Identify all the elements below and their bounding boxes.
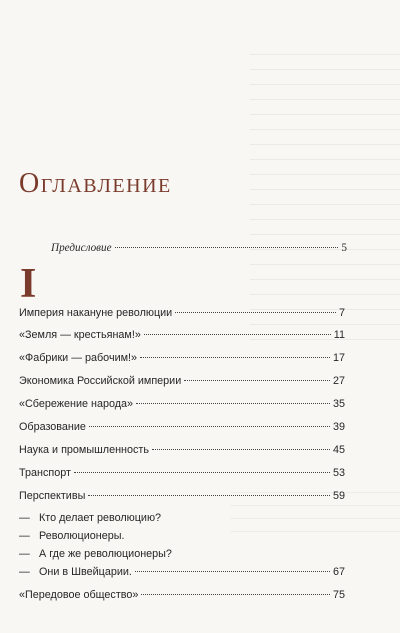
toc-entry-title: «Земля — крестьянам!»: [19, 329, 141, 341]
subentry-title: Кто делает революцию?: [39, 512, 162, 524]
toc-subentry[interactable]: [19, 548, 199, 561]
toc-entry[interactable]: [19, 467, 345, 480]
toc-subentry[interactable]: [19, 512, 199, 525]
toc-page-number: 75: [332, 589, 345, 601]
toc-entry-title: «Передовое общество»: [19, 589, 139, 601]
subentry-dash: —: [19, 548, 30, 560]
subentry-dash: —: [19, 566, 30, 578]
toc-entry[interactable]: [19, 589, 345, 602]
toc-entry[interactable]: [19, 375, 345, 388]
toc-entry-title-text: Они в Швейцарии.: [39, 566, 132, 578]
dot-leader: [175, 312, 336, 313]
subentry-dash: —: [19, 512, 30, 524]
toc-page-number: 7: [338, 307, 345, 319]
toc-entry-title: [19, 566, 132, 579]
toc-page-number: 45: [332, 444, 345, 456]
preface-page-number: 5: [341, 242, 347, 254]
bleed-through-text: [250, 40, 400, 350]
toc-page-number: 67: [332, 566, 345, 578]
dot-leader: [74, 472, 330, 473]
toc-entry-title: Экономика Российской империи: [19, 375, 182, 387]
toc-entry-title: Транспорт: [19, 467, 71, 479]
toc-page-number: 59: [332, 490, 345, 502]
toc-entry-title: Образование: [19, 421, 86, 433]
toc-entry-title: «Сбережение народа»: [19, 398, 134, 410]
toc-entry-title: Перспективы: [19, 490, 86, 502]
toc-entry-title: Наука и промышленность: [19, 444, 149, 456]
toc-entry[interactable]: [19, 307, 345, 320]
toc-entry[interactable]: [19, 329, 345, 342]
subentry-dash: —: [19, 530, 30, 542]
toc-entry-title: Империя накануне революции: [19, 307, 173, 319]
toc-entry-title: «Фабрики — рабочим!»: [19, 352, 138, 364]
subentry-title: Революционеры.: [39, 530, 125, 542]
dot-leader: [135, 571, 330, 572]
subentry-title: А где же революционеры?: [39, 548, 172, 560]
toc-entry[interactable]: [19, 444, 345, 457]
dot-leader: [88, 495, 330, 496]
toc-page-number: 35: [332, 398, 345, 410]
contents-heading: Оглавление: [19, 168, 172, 199]
toc-page-number: 53: [332, 467, 345, 479]
bleed-through-text: [230, 480, 400, 540]
toc-entry[interactable]: [19, 398, 345, 411]
dot-leader: [144, 334, 331, 335]
dot-leader: [152, 449, 330, 450]
toc-page-number: 11: [333, 329, 345, 341]
toc-entry[interactable]: [19, 566, 345, 579]
dot-leader: [140, 357, 330, 358]
toc-page-number: 17: [332, 352, 345, 364]
dot-leader: [141, 594, 330, 595]
toc-subentry[interactable]: [19, 530, 199, 543]
toc-entry[interactable]: [19, 490, 345, 503]
dot-leader: [89, 426, 330, 427]
part-numeral: I: [20, 261, 37, 307]
preface-title: Предисловие: [51, 242, 112, 254]
dot-leader: [115, 247, 339, 248]
toc-entry[interactable]: [19, 421, 345, 434]
dot-leader: [184, 380, 330, 381]
toc-page-number: 27: [332, 375, 345, 387]
toc-entry[interactable]: [19, 352, 345, 365]
preface-entry[interactable]: [51, 241, 347, 255]
dot-leader: [136, 403, 330, 404]
toc-page-number: 39: [332, 421, 345, 433]
